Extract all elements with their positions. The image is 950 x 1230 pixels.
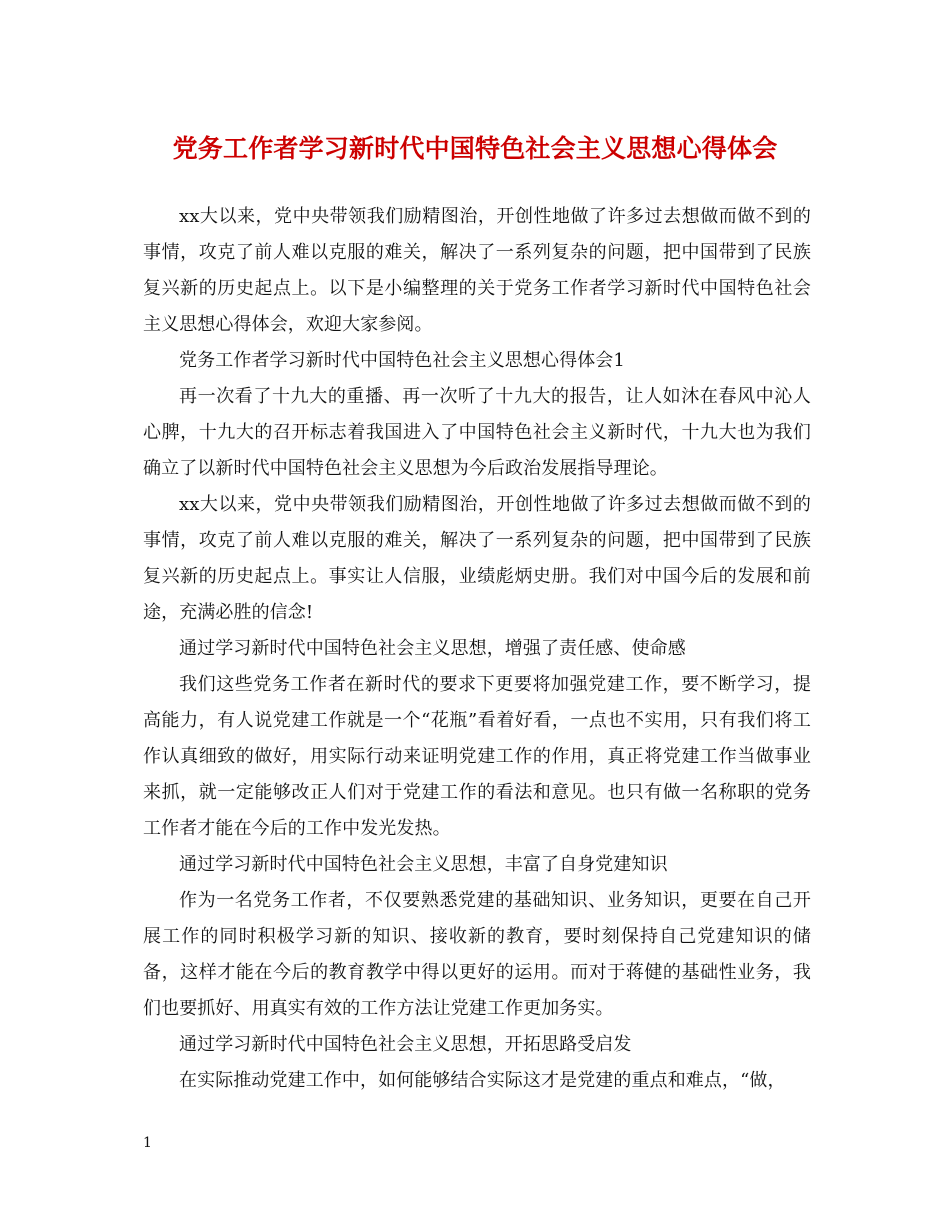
paragraph-body: 我们这些党务工作者在新时代的要求下更要将加强党建工作，要不断学习，提高能力，有人说党建工作就是一个“花瓶”看着好看，一点也不实用，只有我们将工作认真细致的做好，用实际行动来证明党建工作的作用，真正将党建工作当做事业来抓，就一定能够改正人们对于党建工作的看法和意见。也只有做一名称职的党务工作者才能在今后的工作中发光发热。 [143,674,811,839]
paragraph-intro: xx大以来，党中央带领我们励精图治，开创性地做了许多过去想做而做不到的事情，攻克了前人难以克服的难关，解决了一系列复杂的问题，把中国带到了民族复兴新的历史起点上。以下是小编整理的关于党务工作者学习新时代中国特色社会主义思想心得体会，欢迎大家参阅。 [143,206,811,335]
paragraph-subheading: 通过学习新时代中国特色社会主义思想，开拓思路受启发 [179,1034,632,1055]
paragraph-subheading: 通过学习新时代中国特色社会主义思想，丰富了自身党建知识 [179,854,668,875]
document-title: 党务工作者学习新时代中国特色社会主义思想心得体会 [172,134,778,163]
paragraph-body: 再一次看了十九大的重播、再一次听了十九大的报告，让人如沐在春风中沁人心脾，十九大的召开标志着我国进入了中国特色社会主义新时代，十九大也为我们确立了以新时代中国特色社会主义思想为今后政治发展指导理论。 [143,386,811,479]
document-body [143,199,811,1099]
paragraph-body: 作为一名党务工作者，不仅要熟悉党建的基础知识、业务知识，更要在自己开展工作的同时积极学习新的知识、接收新的教育，要时刻保持自己党建知识的储备，这样才能在今后的教育教学中得以更好的运用。而对于蒋健的基础性业务，我们也要抓好、用真实有效的工作方法让党建工作更加务实。 [143,890,811,1019]
paragraph-section-title: 党务工作者学习新时代中国特色社会主义思想心得体会1 [179,350,625,371]
paragraph-body: xx大以来，党中央带领我们励精图治，开创性地做了许多过去想做而做不到的事情，攻克了前人难以克服的难关，解决了一系列复杂的问题，把中国带到了民族复兴新的历史起点上。事实让人信服，业绩彪炳史册。我们对中国今后的发展和前途，充满必胜的信念! [143,494,811,623]
paragraph-body: 在实际推动党建工作中，如何能够结合实际这才是党建的重点和难点，“做， [179,1070,786,1091]
page-number: 1 [143,1135,152,1151]
paragraph-subheading: 通过学习新时代中国特色社会主义思想，增强了责任感、使命感 [179,638,686,659]
